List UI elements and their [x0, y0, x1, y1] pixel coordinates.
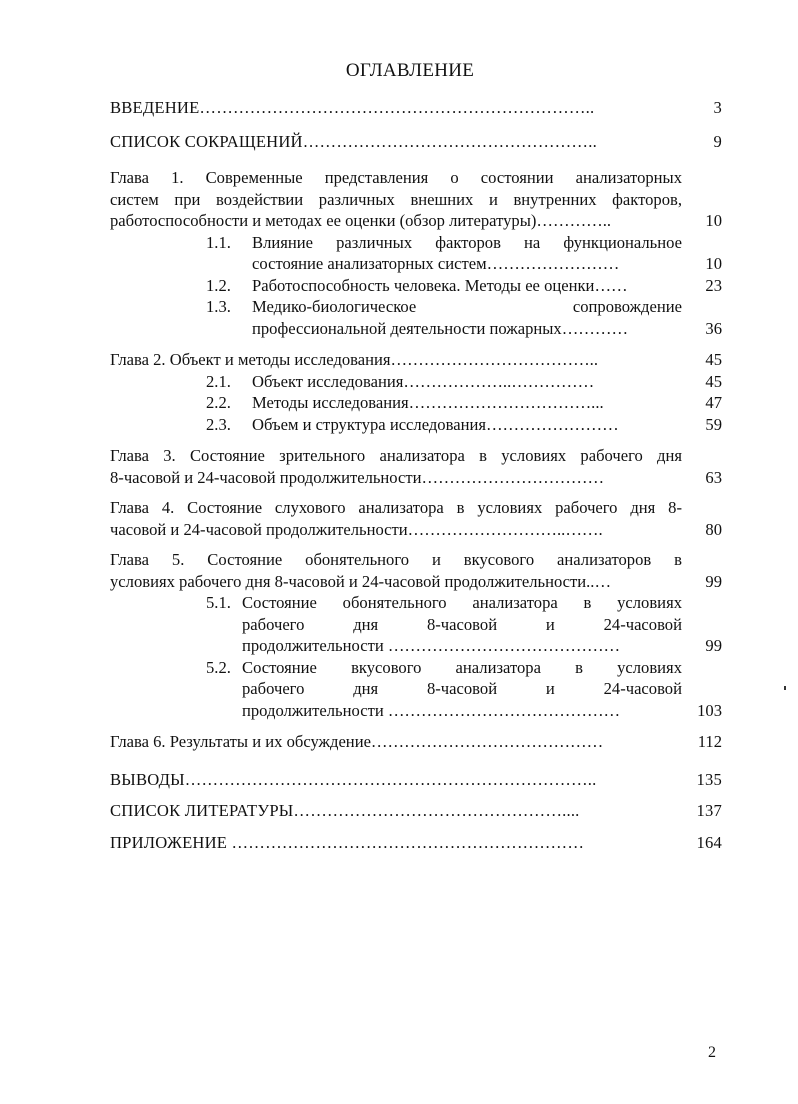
toc-subsection-1-2 [110, 275, 722, 297]
toc-entry-literature [110, 800, 722, 822]
toc-subsection-number: 5.1. [206, 593, 231, 612]
toc-page-number: 112 [697, 732, 722, 751]
toc-page-number: 10 [705, 254, 722, 273]
toc-entry-line: продолжительности …………………………………… [242, 700, 621, 720]
toc-entry-line: Глава 6. Результаты и их обсуждение…………………………………… [110, 732, 604, 751]
toc-entry-line: Состояние обонятельного анализатора в условиях [242, 593, 682, 612]
toc-page-number: 99 [705, 571, 722, 591]
toc-page-number: 3 [713, 98, 722, 117]
toc-page-number: 23 [705, 275, 722, 295]
toc-entry-title: СПИСОК СОКРАЩЕНИЙ…………………………………………….. [110, 132, 597, 151]
toc-entry-line: систем при воздействии различных внешних и внутренних факторов, [110, 189, 682, 209]
toc-entry-line: Глава 2. Объект и методы исследования……………………………….. [110, 350, 598, 369]
toc-entry-chapter-4 [110, 497, 722, 540]
toc-entry-chapter-5 [110, 549, 722, 721]
toc-subsection-2-1 [110, 371, 722, 393]
toc-entry-line: Объект исследования………………..…………… [252, 371, 595, 391]
toc-page-number: 103 [697, 700, 722, 720]
toc-entry-chapter-3 [110, 445, 722, 488]
toc-entry-conclusions [110, 769, 722, 791]
toc-entry-line: профессиональной деятельности пожарных………… [252, 318, 629, 338]
toc-entry-intro [110, 97, 722, 131]
toc-page-number: 80 [705, 519, 722, 539]
toc-entry-line: состояние анализаторных систем…………………… [252, 254, 620, 273]
toc-entry-chapter-6 [110, 731, 722, 753]
toc-subsection-number: 2.1. [206, 371, 231, 391]
toc-entry-line: рабочего дня 8-часовой и 24-часовой [242, 614, 682, 634]
toc-entry-title: ПРИЛОЖЕНИЕ ……………………………………………………… [110, 832, 585, 852]
toc-entry-line: Глава 1. Современные представления о состоянии анализаторных [110, 168, 682, 187]
page-number: 2 [708, 1044, 716, 1061]
toc-subsection-number: 2.2. [206, 393, 231, 412]
toc-entry-chapter-2 [110, 349, 722, 435]
toc-entry-line: Медико-биологическое сопровождение [252, 297, 682, 316]
toc-entry-line: Влияние различных факторов на функциональное [252, 232, 682, 252]
toc-entry-line: Работоспособность человека. Методы ее оценки…… [252, 275, 628, 295]
toc-page-number: 63 [705, 467, 722, 487]
toc-subsection-1-1 [110, 232, 722, 275]
toc-page-number: 164 [696, 832, 722, 852]
toc-subsection-number: 1.3. [206, 297, 231, 316]
toc-entry-line: Глава 5. Состояние обонятельного и вкусового анализаторов в [110, 550, 682, 569]
toc-entry-line: рабочего дня 8-часовой и 24-часовой [242, 679, 682, 698]
toc-entry-line: Состояние вкусового анализатора в условиях [242, 657, 682, 677]
toc-entry-chapter-1 [110, 167, 722, 339]
toc-entry-line: часовой и 24-часовой продолжительности………………………..……. [110, 519, 603, 539]
toc-entry-line: Глава 4. Состояние слухового анализатора в условиях рабочего дня 8- [110, 498, 682, 517]
toc-subsection-number: 1.1. [206, 232, 231, 252]
toc-subsection-2-3 [110, 414, 722, 436]
toc-page-number: 45 [705, 371, 722, 391]
toc-entry-title: ВЫВОДЫ……………………………………………………………….. [110, 769, 597, 789]
toc-subsection-2-2 [110, 392, 722, 414]
toc-entry-appendix [110, 832, 722, 854]
toc-page-number: 135 [696, 769, 722, 789]
toc-entry-line: Методы исследования……………………………... [252, 393, 604, 412]
toc-subsection-5-2 [110, 657, 722, 722]
toc-page-number: 137 [696, 801, 722, 820]
toc-entry-abbreviations [110, 131, 722, 165]
toc-page-number: 99 [705, 636, 722, 655]
toc-page-number: 10 [705, 211, 722, 230]
toc-entry-line: Объем и структура исследования…………………… [252, 414, 619, 434]
toc-page-number: 47 [705, 393, 722, 412]
toc-entry-line: Глава 3. Состояние зрительного анализатора в условиях рабочего дня [110, 446, 682, 465]
toc-entry-title: ВВЕДЕНИЕ…………………………………………………………….. [110, 98, 595, 117]
toc-subsection-number: 5.2. [206, 657, 231, 677]
table-of-contents [110, 97, 722, 853]
toc-subsection-number: 1.2. [206, 275, 231, 295]
toc-entry-line: работоспособности и методах ее оценки (обзор литературы)………….. [110, 211, 612, 230]
scan-speck [784, 686, 786, 690]
toc-page-number: 59 [705, 414, 722, 434]
toc-entry-line: продолжительности …………………………………… [242, 636, 621, 655]
toc-entry-line: условиях рабочего дня 8-часовой и 24-часовой продолжительности..… [110, 571, 612, 591]
toc-entry-title: СПИСОК ЛИТЕРАТУРЫ………………………………………….... [110, 801, 580, 820]
toc-page-number: 36 [705, 318, 722, 338]
toc-subsection-number: 2.3. [206, 414, 231, 434]
toc-subsection-5-1 [110, 592, 722, 657]
toc-page-number: 45 [705, 350, 722, 369]
toc-page-number: 9 [713, 132, 722, 151]
toc-subsection-1-3 [110, 296, 722, 339]
page-title: ОГЛАВЛЕНИЕ [345, 60, 475, 81]
toc-entry-line: 8-часовой и 24-часовой продолжительности…………………………… [110, 467, 605, 487]
